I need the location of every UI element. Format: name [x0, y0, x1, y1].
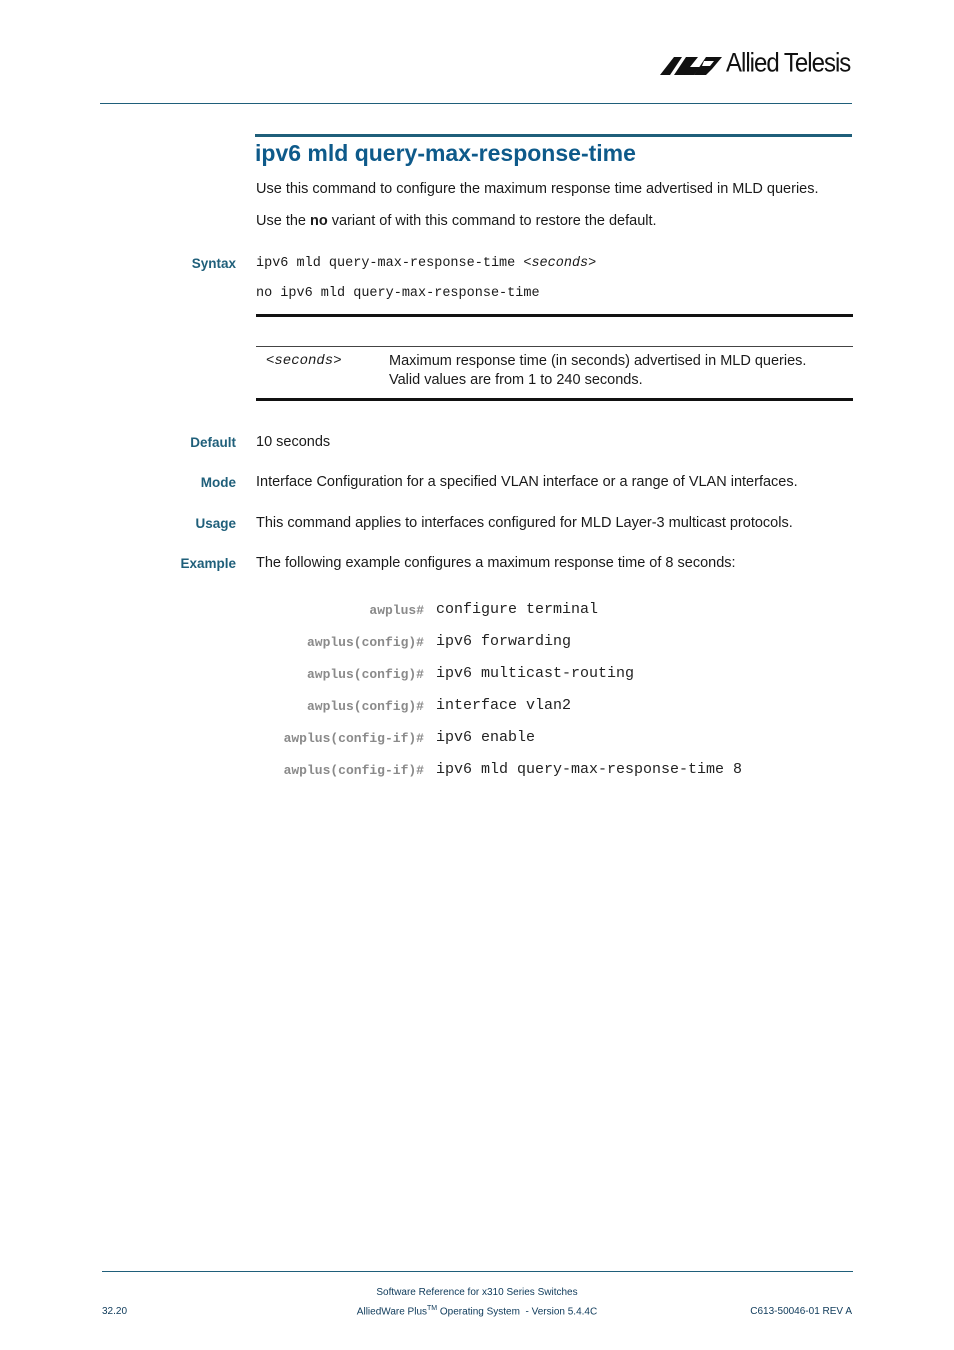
default-text: 10 seconds	[256, 434, 331, 450]
syntax-param: <seconds>	[523, 256, 597, 271]
cli-command: interface vlan2	[436, 697, 572, 714]
intro-no-paragraph	[256, 213, 657, 229]
table-header-rule	[256, 346, 853, 347]
trademark: TM	[427, 1305, 438, 1312]
footer-version: Operating System - Version 5.4.4C	[437, 1306, 598, 1318]
syntax-command: ipv6 mld query-max-response-time	[256, 256, 524, 271]
no-keyword: no	[310, 213, 328, 229]
syntax-label: Syntax	[191, 256, 236, 271]
title-rule	[255, 134, 852, 137]
page-title: ipv6 mld query-max-response-time	[255, 140, 636, 166]
cli-command: ipv6 enable	[436, 729, 536, 746]
header-divider	[100, 103, 852, 104]
footer-product-name: AlliedWare Plus	[356, 1306, 428, 1318]
cli-command: ipv6 mld query-max-response-time 8	[436, 761, 743, 778]
example-text: The following example configures a maximum response time of 8 seconds:	[256, 555, 736, 571]
syntax-line-1	[256, 256, 596, 271]
cli-command: configure terminal	[436, 601, 599, 618]
cli-prompt: awplus(config-if)#	[283, 763, 424, 778]
cli-command: ipv6 multicast-routing	[436, 665, 635, 682]
footer-title: Software Reference for x310 Series Switches	[376, 1287, 578, 1298]
param-name	[266, 353, 342, 369]
default-label: Default	[190, 435, 236, 450]
table-bottom-rule	[256, 398, 853, 401]
logo-mark-icon	[660, 53, 726, 79]
param-desc-line-1: Maximum response time (in seconds) advertised in MLD queries.	[389, 353, 807, 369]
cli-prompt: awplus(config-if)#	[283, 731, 424, 746]
intro-no-rest: variant of with this command to restore the default.	[331, 213, 657, 229]
intro-paragraph: Use this command to configure the maximum response time advertised in MLD queries.	[256, 181, 819, 197]
logo-text: Allied Telesis	[726, 48, 851, 79]
usage-text: This command applies to interfaces configured for MLD Layer-3 multicast protocols.	[256, 515, 793, 531]
param-name-text: <seconds>	[266, 353, 342, 369]
mode-label: Mode	[200, 475, 236, 490]
example-label: Example	[180, 556, 236, 571]
table-top-rule	[256, 314, 853, 317]
param-description	[389, 352, 849, 390]
syntax-line-2: no ipv6 mld query-max-response-time	[256, 286, 540, 301]
document-id: C613-50046-01 REV A	[750, 1306, 852, 1317]
mode-text: Interface Configuration for a specified VLAN interface or a range of VLAN interfaces.	[256, 474, 798, 490]
footer-divider	[102, 1271, 853, 1272]
usage-label: Usage	[195, 516, 236, 531]
param-desc-line-2: Valid values are from 1 to 240 seconds.	[389, 372, 643, 388]
page-number: 32.20	[102, 1306, 128, 1317]
cli-command: ipv6 forwarding	[436, 633, 572, 650]
allied-telesis-logo	[660, 50, 855, 80]
cli-prompt: awplus(config)#	[306, 667, 424, 682]
intro-no-prefix: Use the	[256, 213, 310, 229]
cli-prompt: awplus(config)#	[306, 635, 424, 650]
cli-prompt: awplus(config)#	[306, 699, 424, 714]
cli-prompt: awplus#	[369, 603, 424, 618]
